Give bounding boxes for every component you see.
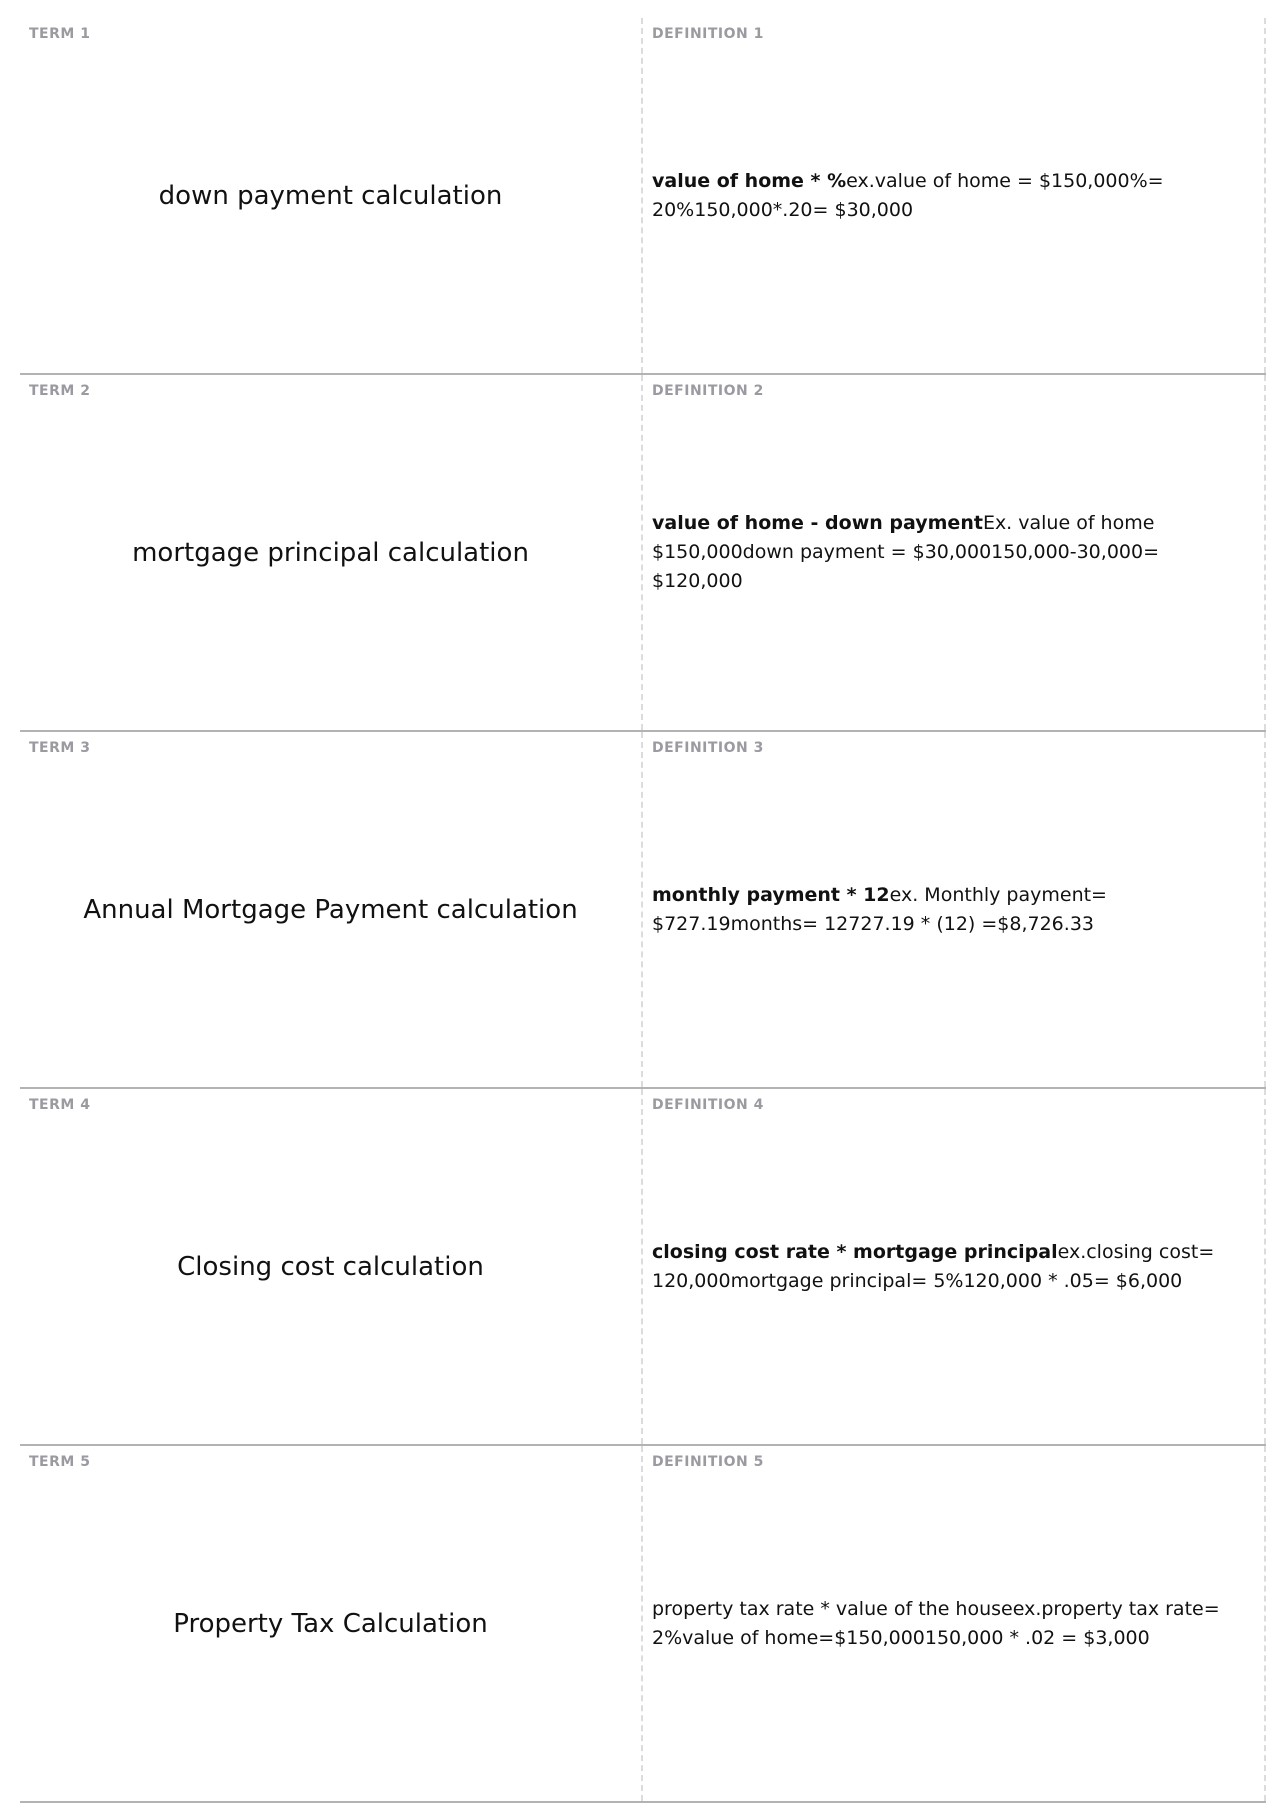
- definition-example: Ex. value of home $150,000down payment = $30,000150,000-30,000= $120,000: [652, 512, 1159, 592]
- definition-text: [652, 732, 1250, 1087]
- definition-cell: [643, 1089, 1266, 1444]
- definition-cell: [643, 732, 1266, 1087]
- term-text: Property Tax Calculation: [173, 1608, 488, 1639]
- definition-formula: value of home * %: [652, 169, 847, 192]
- flashcard-sheet: [20, 18, 1266, 1803]
- term-text: Closing cost calculation: [177, 1251, 484, 1282]
- definition-example: ex.closing cost= 120,000mortgage principal= 5%120,000 * .05= $6,000: [652, 1240, 1215, 1292]
- definition-example: ex.value of home = $150,000%= 20%150,000*.20= $30,000: [652, 169, 1164, 221]
- term-cell: [20, 1446, 643, 1801]
- term-cell: [20, 18, 643, 373]
- definition-text: [652, 18, 1250, 373]
- term-label: TERM 1: [29, 26, 91, 42]
- definition-label: DEFINITION 4: [652, 1097, 764, 1113]
- definition-text: [652, 1446, 1250, 1801]
- flashcard-row: [20, 1446, 1266, 1803]
- term-cell: [20, 375, 643, 730]
- definition-example: ex. Monthly payment= $727.19months= 12727.19 * (12) =$8,726.33: [652, 883, 1107, 935]
- definition-text: [652, 375, 1250, 730]
- definition-label: DEFINITION 1: [652, 26, 764, 42]
- term-text: Annual Mortgage Payment calculation: [83, 894, 578, 925]
- definition-cell: [643, 375, 1266, 730]
- term-text: mortgage principal calculation: [132, 537, 529, 568]
- definition-cell: [643, 1446, 1266, 1801]
- flashcard-row: [20, 18, 1266, 375]
- definition-formula: monthly payment * 12: [652, 883, 890, 906]
- definition-example: property tax rate * value of the houseex.property tax rate= 2%value of home=$150,000150,000 * .02 = $3,000: [652, 1597, 1220, 1649]
- flashcard-row: [20, 1089, 1266, 1446]
- term-text: down payment calculation: [158, 180, 503, 211]
- definition-text: [652, 1089, 1250, 1444]
- flashcard-row: [20, 375, 1266, 732]
- definition-label: DEFINITION 5: [652, 1454, 764, 1470]
- definition-label: DEFINITION 2: [652, 383, 764, 399]
- definition-label: DEFINITION 3: [652, 740, 764, 756]
- flashcard-row: [20, 732, 1266, 1089]
- term-cell: [20, 1089, 643, 1444]
- definition-formula: closing cost rate * mortgage principal: [652, 1240, 1058, 1263]
- definition-cell: [643, 18, 1266, 373]
- definition-formula: value of home - down payment: [652, 512, 983, 534]
- term-label: TERM 5: [29, 1454, 91, 1470]
- term-label: TERM 4: [29, 1097, 91, 1113]
- term-cell: [20, 732, 643, 1087]
- term-label: TERM 3: [29, 740, 91, 756]
- term-label: TERM 2: [29, 383, 91, 399]
